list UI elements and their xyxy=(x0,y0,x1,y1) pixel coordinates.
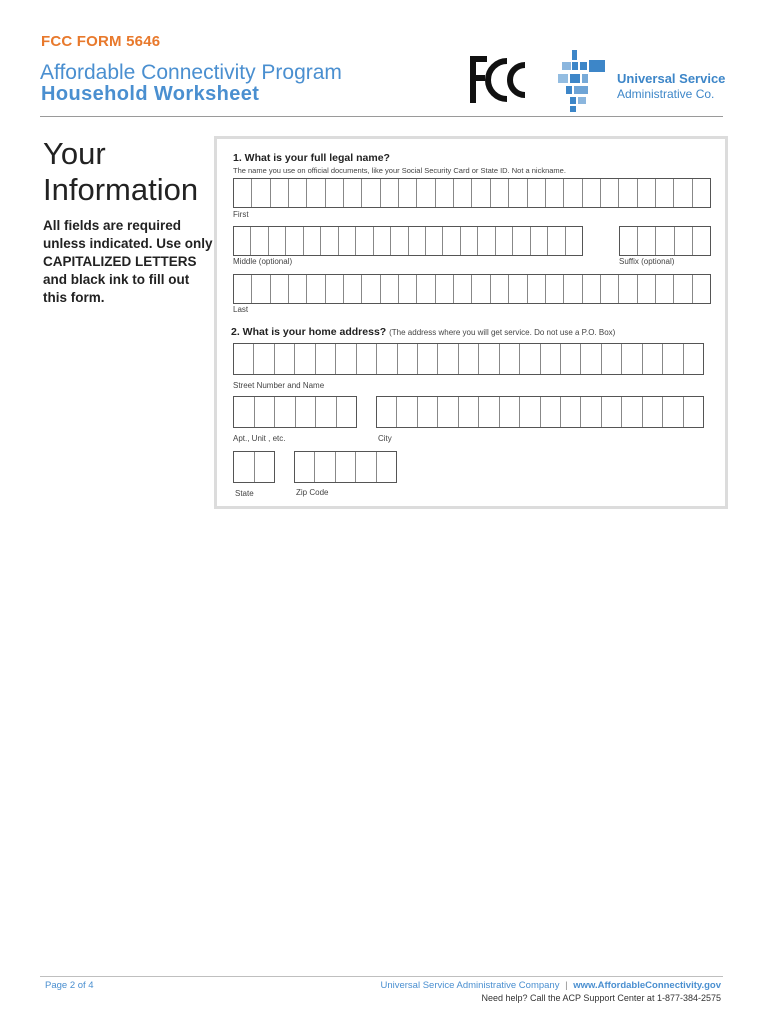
fcc-logo xyxy=(467,53,529,107)
character-box[interactable] xyxy=(435,275,453,303)
character-box[interactable] xyxy=(453,275,471,303)
character-box[interactable] xyxy=(315,344,335,374)
character-box[interactable] xyxy=(495,227,512,255)
character-box[interactable] xyxy=(335,452,355,482)
character-box[interactable] xyxy=(582,179,600,207)
character-box[interactable] xyxy=(356,344,376,374)
state-label: State xyxy=(235,489,254,498)
character-box[interactable] xyxy=(398,179,416,207)
character-box[interactable] xyxy=(540,397,560,427)
character-box[interactable] xyxy=(288,179,306,207)
character-box[interactable] xyxy=(380,179,398,207)
character-box[interactable] xyxy=(560,344,580,374)
character-box[interactable] xyxy=(417,344,437,374)
street-label: Street Number and Name xyxy=(233,381,325,390)
character-box[interactable] xyxy=(621,397,641,427)
character-box[interactable] xyxy=(285,227,302,255)
character-box[interactable] xyxy=(490,179,508,207)
character-box[interactable] xyxy=(254,397,275,427)
character-box[interactable] xyxy=(512,227,529,255)
usac-name-line2: Administrative Co. xyxy=(617,87,715,101)
character-box[interactable] xyxy=(355,227,372,255)
character-box[interactable] xyxy=(499,397,519,427)
character-box[interactable] xyxy=(563,275,581,303)
character-box[interactable] xyxy=(270,179,288,207)
character-box[interactable] xyxy=(335,344,355,374)
character-box[interactable] xyxy=(600,275,618,303)
apt-label: Apt., Unit , etc. xyxy=(233,434,286,443)
character-box[interactable] xyxy=(458,344,478,374)
character-box[interactable] xyxy=(508,275,526,303)
character-box[interactable] xyxy=(621,344,641,374)
character-box[interactable] xyxy=(642,397,662,427)
program-title: Affordable Connectivity Program xyxy=(40,61,342,84)
city-label: City xyxy=(378,434,392,443)
character-box[interactable] xyxy=(471,179,489,207)
character-box[interactable] xyxy=(453,179,471,207)
character-box[interactable] xyxy=(274,397,295,427)
first-name-label: First xyxy=(233,210,249,219)
character-box[interactable] xyxy=(234,227,250,255)
character-box[interactable] xyxy=(254,452,275,482)
character-box[interactable] xyxy=(601,344,621,374)
character-box[interactable] xyxy=(530,227,547,255)
character-box[interactable] xyxy=(545,179,563,207)
character-box[interactable] xyxy=(582,275,600,303)
character-box[interactable] xyxy=(674,227,692,255)
character-box[interactable] xyxy=(270,275,288,303)
character-box[interactable] xyxy=(499,344,519,374)
character-box[interactable] xyxy=(655,179,673,207)
character-box[interactable] xyxy=(683,344,703,374)
character-box[interactable] xyxy=(642,344,662,374)
zip-label: Zip Code xyxy=(296,488,329,497)
character-box[interactable] xyxy=(251,179,269,207)
character-box[interactable] xyxy=(315,397,336,427)
character-box[interactable] xyxy=(637,227,655,255)
character-box[interactable] xyxy=(295,397,316,427)
city-field[interactable] xyxy=(376,396,704,428)
character-box[interactable] xyxy=(580,344,600,374)
character-box[interactable] xyxy=(478,344,498,374)
character-box[interactable] xyxy=(274,344,294,374)
character-box[interactable] xyxy=(294,344,314,374)
character-box[interactable] xyxy=(234,275,251,303)
character-box[interactable] xyxy=(545,275,563,303)
question-2-hint: (The address where you will get service. Do not use a P.O. Box) xyxy=(389,328,616,337)
character-box[interactable] xyxy=(692,275,710,303)
character-box[interactable] xyxy=(417,397,437,427)
character-box[interactable] xyxy=(325,275,343,303)
character-box[interactable] xyxy=(288,275,306,303)
character-box[interactable] xyxy=(490,275,508,303)
character-box[interactable] xyxy=(361,275,379,303)
character-box[interactable] xyxy=(355,452,375,482)
character-box[interactable] xyxy=(325,179,343,207)
usac-name-line1: Universal Service xyxy=(617,71,726,86)
section-instructions: All fields are required unless indicated. Use only CAPITALIZED LETTERS and black ink to fill out this form. xyxy=(43,218,213,305)
zip-field[interactable] xyxy=(294,451,397,483)
footer-org: Universal Service Administrative Company xyxy=(380,980,560,991)
footer-org-line: Universal Service Administrative Company | www.AffordableConnectivity.gov xyxy=(380,980,721,991)
character-box[interactable] xyxy=(437,397,457,427)
character-box[interactable] xyxy=(390,227,407,255)
character-box[interactable] xyxy=(560,397,580,427)
character-box[interactable] xyxy=(416,275,434,303)
question-1: 1. What is your full legal name? xyxy=(233,152,390,164)
character-box[interactable] xyxy=(295,452,314,482)
character-box[interactable] xyxy=(471,275,489,303)
character-box[interactable] xyxy=(477,227,494,255)
character-box[interactable] xyxy=(398,275,416,303)
character-box[interactable] xyxy=(376,344,396,374)
character-box[interactable] xyxy=(306,179,324,207)
character-box[interactable] xyxy=(303,227,320,255)
character-box[interactable] xyxy=(234,344,253,374)
first-name-field[interactable] xyxy=(233,178,711,208)
section-title: Your Information xyxy=(43,136,199,207)
character-box[interactable] xyxy=(437,344,457,374)
character-box[interactable] xyxy=(547,227,564,255)
character-box[interactable] xyxy=(397,344,417,374)
header-divider xyxy=(40,116,723,117)
character-box[interactable] xyxy=(234,452,254,482)
form-number: FCC FORM 5646 xyxy=(41,33,161,50)
question-2: 2. What is your home address? (The address where you will get service. Do not use a P.O. Box) xyxy=(231,326,616,338)
character-box[interactable] xyxy=(683,397,703,427)
character-box[interactable] xyxy=(234,179,251,207)
character-box[interactable] xyxy=(253,344,273,374)
character-box[interactable] xyxy=(601,397,621,427)
state-field[interactable] xyxy=(233,451,275,483)
usac-logo xyxy=(558,50,614,112)
character-box[interactable] xyxy=(618,179,636,207)
character-box[interactable] xyxy=(250,227,267,255)
suffix-label: Suffix (optional) xyxy=(619,257,675,266)
character-box[interactable] xyxy=(662,344,682,374)
character-box[interactable] xyxy=(268,227,285,255)
character-box[interactable] xyxy=(600,179,618,207)
character-box[interactable] xyxy=(314,452,334,482)
question-1-hint: The name you use on official documents, like your Social Security Card or State ID. Not a nickname. xyxy=(233,166,566,175)
character-box[interactable] xyxy=(519,397,539,427)
character-box[interactable] xyxy=(620,227,637,255)
character-box[interactable] xyxy=(408,227,425,255)
character-box[interactable] xyxy=(527,179,545,207)
character-box[interactable] xyxy=(460,227,477,255)
last-name-label: Last xyxy=(233,305,249,314)
footer-divider xyxy=(40,976,723,977)
character-box[interactable] xyxy=(655,227,673,255)
character-box[interactable] xyxy=(637,275,655,303)
character-box[interactable] xyxy=(416,179,434,207)
character-box[interactable] xyxy=(692,179,710,207)
character-box[interactable] xyxy=(563,179,581,207)
character-box[interactable] xyxy=(478,397,498,427)
character-box[interactable] xyxy=(673,179,691,207)
character-box[interactable] xyxy=(336,397,357,427)
character-box[interactable] xyxy=(373,227,390,255)
character-box[interactable] xyxy=(673,275,691,303)
character-box[interactable] xyxy=(343,179,361,207)
character-box[interactable] xyxy=(637,179,655,207)
footer-help: Need help? Call the ACP Support Center at 1-877-384-2575 xyxy=(481,993,721,1003)
character-box[interactable] xyxy=(435,179,453,207)
character-box[interactable] xyxy=(376,452,396,482)
footer-website-link[interactable]: www.AffordableConnectivity.gov xyxy=(573,980,721,991)
character-box[interactable] xyxy=(306,275,324,303)
apt-field[interactable] xyxy=(233,396,357,428)
character-box[interactable] xyxy=(343,275,361,303)
suffix-field[interactable] xyxy=(619,226,711,256)
character-box[interactable] xyxy=(662,397,682,427)
character-box[interactable] xyxy=(442,227,459,255)
character-box[interactable] xyxy=(540,344,560,374)
character-box[interactable] xyxy=(425,227,442,255)
character-box[interactable] xyxy=(234,397,254,427)
page-number: Page 2 of 4 xyxy=(45,980,94,991)
character-box[interactable] xyxy=(519,344,539,374)
character-box[interactable] xyxy=(565,227,582,255)
last-name-field[interactable] xyxy=(233,274,711,304)
character-box[interactable] xyxy=(251,275,269,303)
character-box[interactable] xyxy=(458,397,478,427)
character-box[interactable] xyxy=(361,179,379,207)
character-box[interactable] xyxy=(508,179,526,207)
character-box[interactable] xyxy=(396,397,416,427)
character-box[interactable] xyxy=(377,397,396,427)
character-box[interactable] xyxy=(320,227,337,255)
worksheet-title: Household Worksheet xyxy=(41,83,260,105)
middle-name-label: Middle (optional) xyxy=(233,257,293,266)
middle-name-field[interactable] xyxy=(233,226,583,256)
character-box[interactable] xyxy=(380,275,398,303)
character-box[interactable] xyxy=(580,397,600,427)
character-box[interactable] xyxy=(338,227,355,255)
character-box[interactable] xyxy=(655,275,673,303)
character-box[interactable] xyxy=(692,227,710,255)
character-box[interactable] xyxy=(527,275,545,303)
character-box[interactable] xyxy=(618,275,636,303)
street-field[interactable] xyxy=(233,343,704,375)
